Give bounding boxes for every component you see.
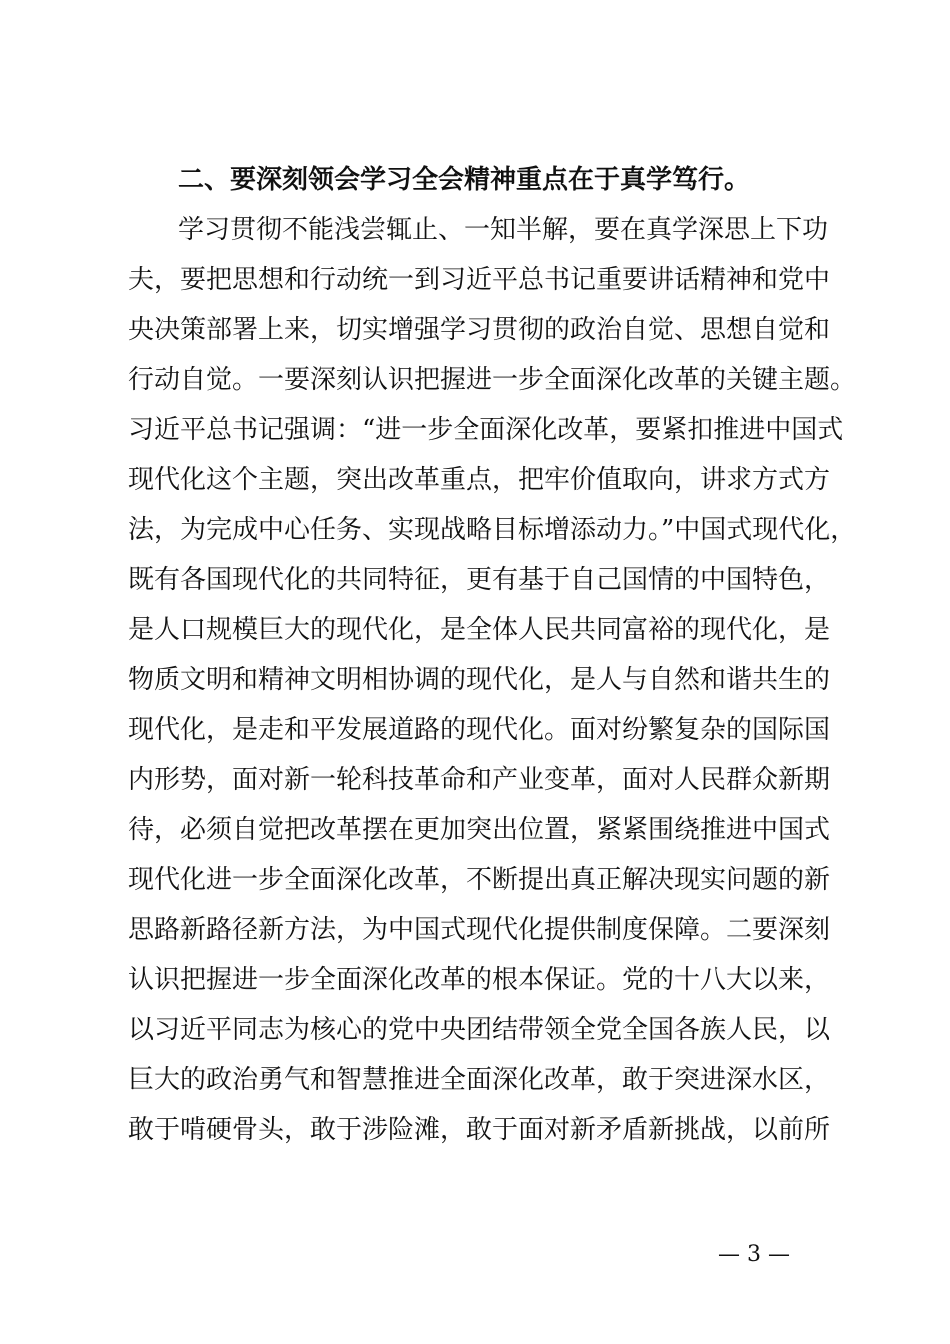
paragraph-line-4: 行动自觉。一要深刻认识把握进一步全面深化改革的关键主题。	[128, 365, 857, 395]
paragraph-line-5: 习近平总书记强调：“进一步全面深化改革，要紧扣推进中国式	[128, 415, 844, 445]
paragraph-line-3: 央决策部署上来，切实增强学习贯彻的政治自觉、思想自觉和	[128, 315, 831, 345]
paragraph-line-15: 思路新路径新方法，为中国式现代化提供制度保障。二要深刻	[128, 915, 831, 945]
paragraph-line-9: 是人口规模巨大的现代化，是全体人民共同富裕的现代化，是	[128, 615, 831, 645]
paragraph-line-14: 现代化进一步全面深化改革，不断提出真正解决现实问题的新	[128, 865, 831, 895]
section-heading: 二、要深刻领会学习全会精神重点在于真学笃行。	[178, 165, 751, 195]
paragraph-line-12: 内形势，面对新一轮科技革命和产业变革，面对人民群众新期	[128, 765, 831, 795]
paragraph-line-8: 既有各国现代化的共同特征，更有基于自己国情的中国特色，	[128, 565, 831, 595]
paragraph-line-7: 法，为完成中心任务、实现战略目标增添动力。”中国式现代化，	[128, 515, 857, 545]
paragraph-line-11: 现代化，是走和平发展道路的现代化。面对纷繁复杂的国际国	[128, 715, 831, 745]
paragraph-line-19: 敢于啃硬骨头，敢于涉险滩，敢于面对新矛盾新挑战，以前所	[128, 1115, 831, 1145]
page-number: — 3 —	[718, 1242, 790, 1267]
paragraph-line-17: 以习近平同志为核心的党中央团结带领全党全国各族人民，以	[128, 1015, 831, 1045]
paragraph-line-10: 物质文明和精神文明相协调的现代化，是人与自然和谐共生的	[128, 665, 831, 695]
paragraph-line-18: 巨大的政治勇气和智慧推进全面深化改革，敢于突进深水区，	[128, 1065, 831, 1095]
paragraph-line-1: 学习贯彻不能浅尝辄止、一知半解，要在真学深思上下功	[178, 215, 829, 245]
paragraph-line-6: 现代化这个主题，突出改革重点，把牢价值取向，讲求方式方	[128, 465, 831, 495]
paragraph-line-13: 待，必须自觉把改革摆在更加突出位置，紧紧围绕推进中国式	[128, 815, 831, 845]
paragraph-line-2: 夫，要把思想和行动统一到习近平总书记重要讲话精神和党中	[128, 265, 831, 295]
paragraph-line-16: 认识把握进一步全面深化改革的根本保证。党的十八大以来，	[128, 965, 831, 995]
